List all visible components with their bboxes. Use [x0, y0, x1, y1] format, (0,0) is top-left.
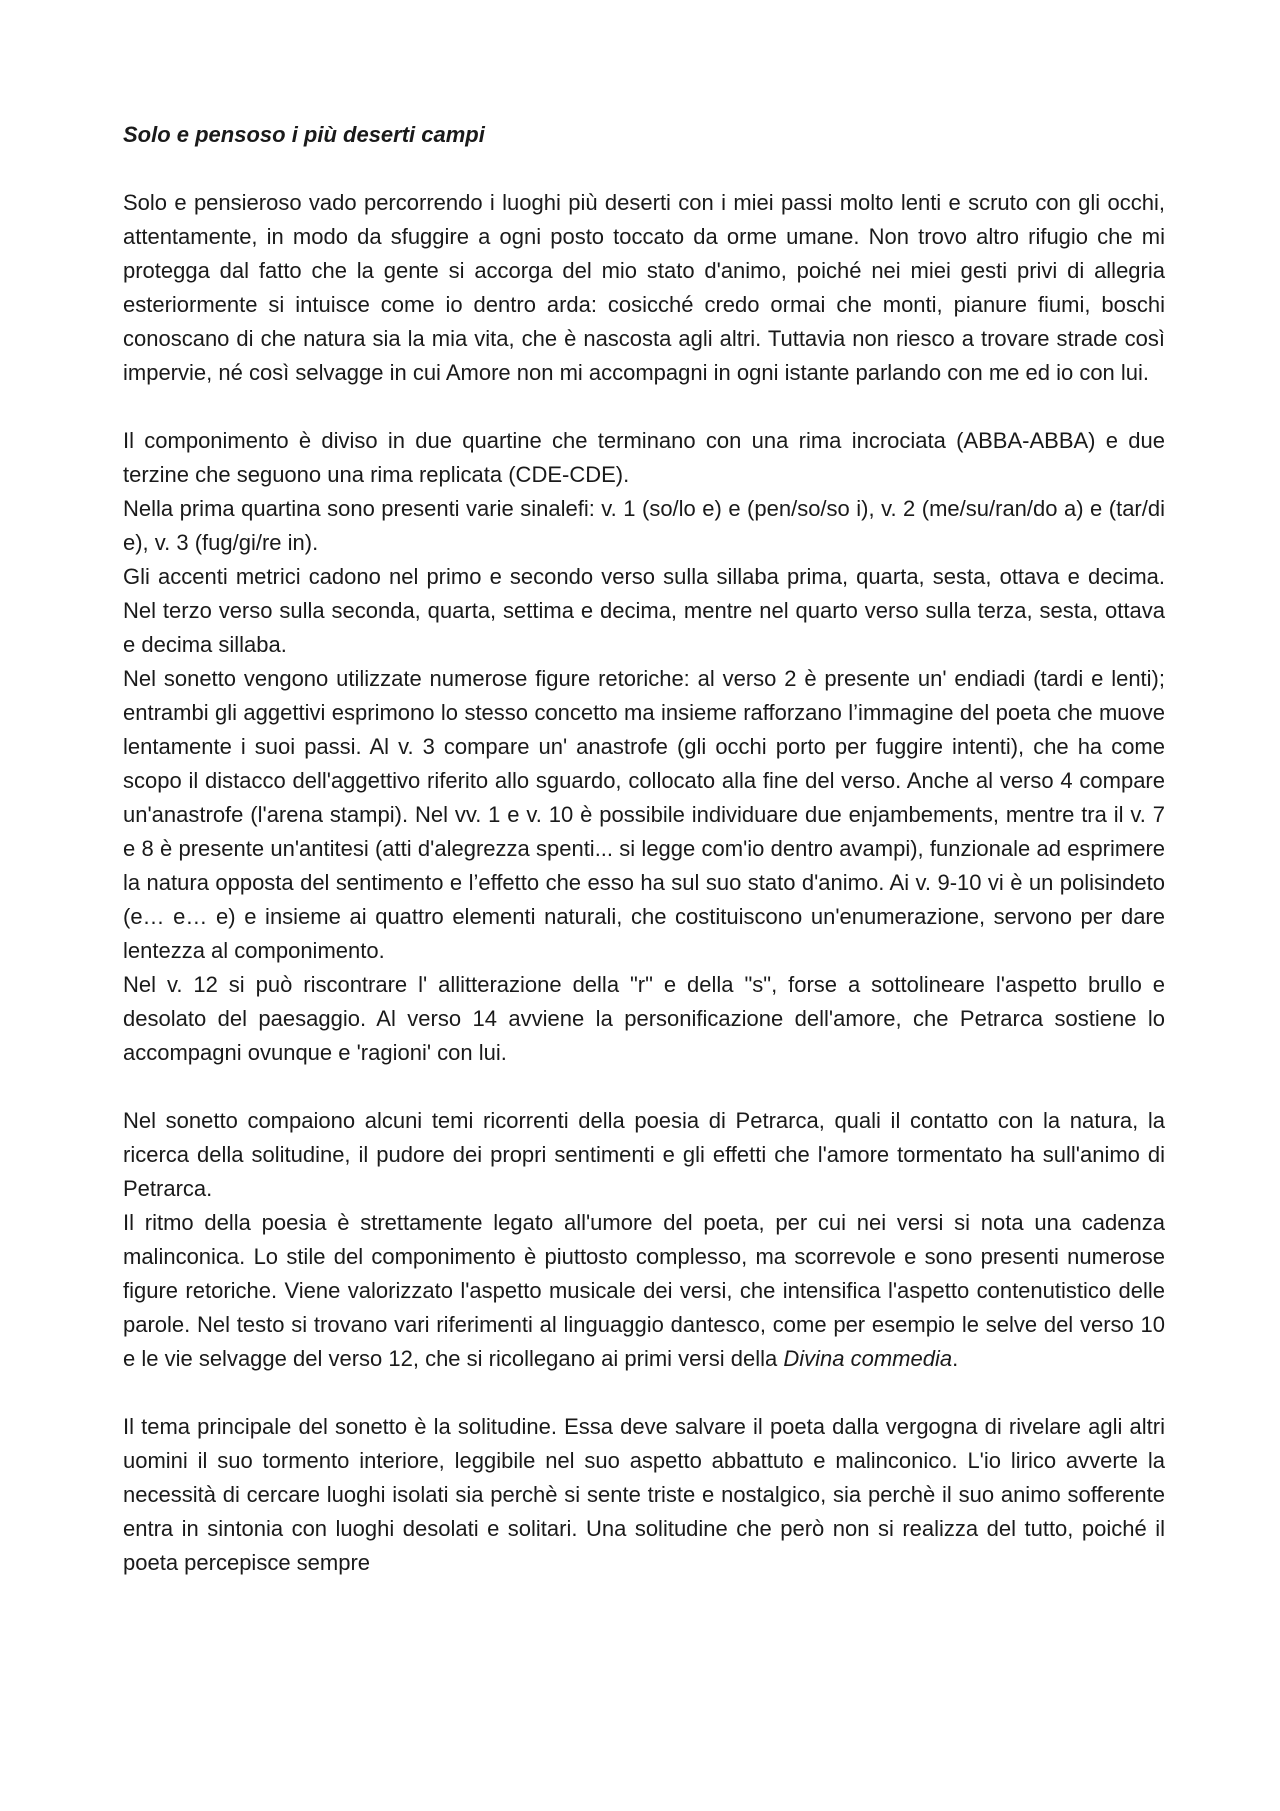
paragraph: Nel sonetto vengono utilizzate numerose figure retoriche: al verso 2 è presente un' endiadi (tardi e lenti); entrambi gli aggettivi esprimono lo stesso concetto ma insieme rafforzano l’immagine del poeta che muove lentamente i suoi passi. Al v. 3 compare un' anastrofe (gli occhi porto per fuggire intenti), che ha come scopo il distacco dell'aggettivo riferito allo sguardo, collocato alla fine del verso. Anche al verso 4 compare un'anastrofe (l'arena stampi). Nel vv. 1 e v. 10 è possibile individuare due enjambements, mentre tra il v. 7 e 8 è presente un'antitesi (atti d'alegrezza spenti... si legge com'io dentro avampi), funzionale ad esprimere la natura opposta del sentimento e l’effetto che esso ha sul suo stato d'animo. Ai v. 9-10 vi è un polisindeto (e… e… e) e insieme ai quattro elementi naturali, che costituiscono un'enumerazione, servono per dare lentezza al componimento.: [123, 666, 1165, 963]
analysis-section: [123, 424, 1165, 1070]
document-page: [123, 118, 1165, 1614]
paragraph-end: .: [952, 1346, 959, 1371]
paragraph: Gli accenti metrici cadono nel primo e secondo verso sulla sillaba prima, quarta, sesta, ottava e decima. Nel terzo verso sulla seconda, quarta, settima e decima, mentre nel quarto verso sulla terza, sesta, ottava e decima sillaba.: [123, 564, 1165, 657]
paragraph: Nel sonetto compaiono alcuni temi ricorrenti della poesia di Petrarca, quali il contatto con la natura, la ricerca della solitudine, il pudore dei propri sentimenti e gli effetti che l'amore tormentato ha sull'animo di Petrarca.: [123, 1108, 1165, 1201]
paragraph: Nella prima quartina sono presenti varie sinalefi: v. 1 (so/lo e) e (pen/so/so i), v. 2 (me/su/ran/do a) e (tar/di e), v. 3 (fug/gi/re in).: [123, 496, 1165, 555]
main-theme-section: [123, 1410, 1165, 1580]
translation-section: [123, 186, 1165, 390]
paragraph: Il tema principale del sonetto è la solitudine. Essa deve salvare il poeta dalla vergogna di rivelare agli altri uomini il suo tormento interiore, leggibile nel suo aspetto abbattuto e malinconico. L'io lirico avverte la necessità di cercare luoghi isolati sia perchè si sente triste e nostalgico, sia perchè il suo animo sofferente entra in sintonia con luoghi desolati e solitari. Una solitudine che però non si realizza del tutto, poiché il poeta percepisce sempre: [123, 1414, 1165, 1575]
paragraph: Nel v. 12 si può riscontrare l' allitterazione della "r" e della "s", forse a sottolineare l'aspetto brullo e desolato del paesaggio. Al verso 14 avviene la personificazione dell'amore, che Petrarca sostiene lo accompagni ovunque e 'ragioni' con lui.: [123, 972, 1165, 1065]
themes-section: [123, 1104, 1165, 1376]
italic-work-title: Divina commedia: [783, 1346, 953, 1371]
paragraph-with-italic: [123, 1206, 1165, 1376]
document-title: Solo e pensoso i più deserti campi: [123, 122, 485, 147]
paragraph: Il componimento è diviso in due quartine che terminano con una rima incrociata (ABBA-ABBA) e due terzine che seguono una rima replicata (CDE-CDE).: [123, 428, 1165, 487]
paragraph-text: Il ritmo della poesia è strettamente legato all'umore del poeta, per cui nei versi si nota una cadenza malinconica. Lo stile del componimento è piuttosto complesso, ma scorrevole e sono presenti numerose figure retoriche. Viene valorizzato l'aspetto musicale dei versi, che intensifica l'aspetto contenutistico delle parole. Nel testo si trovano vari riferimenti al linguaggio dantesco, come per esempio le selve del verso 10 e le vie selvagge del verso 12, che si ricollegano ai primi versi della: [123, 1210, 1165, 1371]
paragraph: Solo e pensieroso vado percorrendo i luoghi più deserti con i miei passi molto lenti e scruto con gli occhi, attentamente, in modo da sfuggire a ogni posto toccato da orme umane. Non trovo altro rifugio che mi protegga dal fatto che la gente si accorga del mio stato d'animo, poiché nei miei gesti privi di allegria esteriormente si intuisce come io dentro arda: cosicché credo ormai che monti, pianure fiumi, boschi conoscano di che natura sia la mia vita, che è nascosta agli altri. Tuttavia non riesco a trovare strade così impervie, né così selvagge in cui Amore non mi accompagni in ogni istante parlando con me ed io con lui.: [123, 190, 1165, 385]
